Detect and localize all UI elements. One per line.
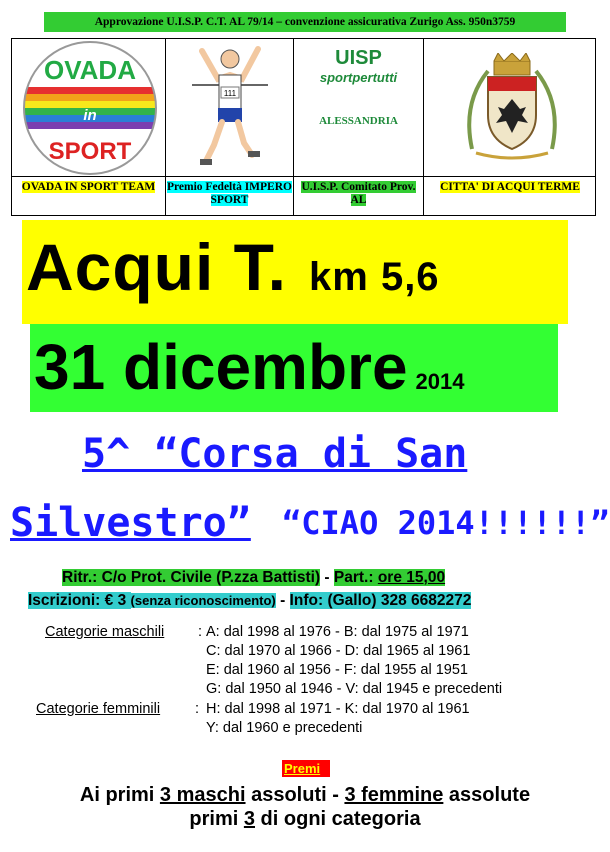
male-category: E: dal 1960 al 1956 - F: dal 1955 al 1951 (206, 662, 468, 678)
info-line-ritrovo: Ritr.: C/o Prot. Civile (P.zza Battisti) - Part.: ore 15,00 (62, 569, 446, 586)
event-year: 2014 (415, 369, 465, 394)
prizes-line1: Ai primi 3 maschi assoluti - 3 femmine assolute (79, 784, 531, 806)
race-name-line1: 5^ “Corsa di San (82, 431, 468, 477)
event-distance: km 5,6 (309, 255, 440, 299)
uisp-logo-word: UISP (335, 47, 382, 69)
caption-ovada: OVADA IN SPORT TEAM (21, 181, 156, 193)
event-date: 31 dicembre 2014 (34, 331, 465, 403)
approval-strip: Approvazione U.I.S.P. C.T. AL 79/14 – convenzione assicurativa Zurigo Ass. 950n3759 (44, 12, 566, 32)
runner-bib-number: 111 (223, 89, 237, 98)
ovada-in-sport-logo (16, 41, 164, 175)
runner-illustration (188, 45, 272, 169)
male-category: G: dal 1950 al 1946 - V: dal 1945 e precedenti (206, 681, 503, 697)
caption-acqui: CITTA' DI ACQUI TERME (440, 181, 580, 193)
ovada-logo-word1: OVADA (44, 55, 136, 85)
uisp-logo (294, 43, 423, 173)
info-line-iscrizioni: Iscrizioni: € 3 (senza riconoscimento) - Info: (Gallo) 328 6682272 (28, 592, 472, 609)
female-category: Y: dal 1960 e precedenti (206, 720, 363, 736)
ovada-logo-word3: SPORT (48, 138, 132, 165)
race-name-line2: Silvestro” (10, 500, 251, 546)
prizes-line2: primi 3 di ogni categoria (189, 808, 421, 830)
prizes-label: Premi (284, 761, 321, 776)
logo-table (11, 38, 596, 216)
caption-uisp: U.I.S.P. Comitato Prov. AL (301, 181, 416, 206)
male-categories-label: Categorie maschili (45, 624, 165, 640)
event-title: Acqui T. km 5,6 (26, 230, 440, 304)
male-category: A: dal 1998 al 1976 - B: dal 1975 al 1971 (206, 624, 469, 640)
race-slogan: “CIAO 2014!!!!!!” (282, 504, 610, 542)
acqui-terme-crest (452, 53, 572, 163)
female-category: H: dal 1998 al 1971 - K: dal 1970 al 1961 (206, 701, 470, 717)
uisp-slogan: sportpertutti (319, 70, 398, 85)
ovada-logo-word2: in (83, 107, 97, 124)
caption-premio: Premio Fedeltà IMPERO SPORT (167, 181, 292, 206)
male-category: C: dal 1970 al 1966 - D: dal 1965 al 1961 (206, 643, 471, 659)
female-categories-label: Categorie femminili (36, 701, 161, 717)
uisp-city: ALESSANDRIA (319, 115, 398, 127)
